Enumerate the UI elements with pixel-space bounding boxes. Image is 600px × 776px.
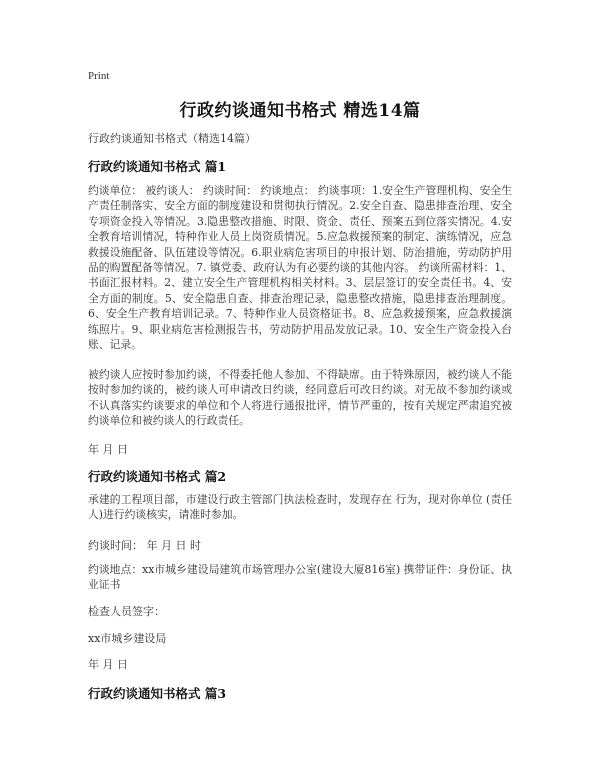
section-2-time-line: 约谈时间： 年 月 日 时 [88, 539, 201, 552]
section-2-org-line: xx市城乡建设局 [88, 632, 167, 645]
section-heading-1: 行政约谈通知书格式 篇1 [88, 159, 227, 174]
section-1-paragraph-2: 被约谈人应按时参加约谈，不得委托他人参加、不得缺席。由于特殊原因，被约谈人不能按时参加约谈的，被约谈人可申请改日约谈，经同意后可改日约谈。对无故不参加约谈或不认真落实约谈要求的单位和个人将进行通报批评，情节严重的，按有关规定严肃追究被约谈单位和被约谈人的行政责任。 [88, 368, 512, 428]
document-title: 行政约谈通知书格式 精选14篇 [179, 101, 421, 121]
section-2-signer-line: 检查人员签字： [88, 605, 165, 618]
section-1-paragraph-1: 约谈单位： 被约谈人： 约谈时间： 约谈地点： 约谈事项：1.安全生产管理机构、安全生产责任制落实、安全方面的制度建设和贯彻执行情况。2.安全自查、隐患排查治理、安全专项资金投入等情况。3.隐患整改措施、时限、资金、责任、预案五到位落实情况。4.安全教育培训情况，特种作业人员上岗资质情况。5.应急救援预案的制定、演练情况，应急救援设施配备、队伍建设等情况。6.职业病危害项目的申报计划、防治措施，劳动防护用品的购置配备等情况。7. 镇党委、政府认为有必要约谈的其他内容。 约谈所需材料：1、书面汇报材料。2、建立安全生产管理机构相关材料。3、层层签订的安全责任书。4、安全方面的制度。5、安全隐患自查、排查治理记录，隐患整改措施，隐患排查治理制度。6、安全生产教育培训记录。7、特种作业人员资格证书。8、应急救援预案，应急救援演练照片。9、职业病危害检测报告书，劳动防护用品发放记录。10、安全生产资金投入台账、记录。 [88, 184, 512, 352]
section-1-date: 年 月 日 [88, 443, 128, 456]
document-subtitle: 行政约谈通知书格式（精选14篇） [88, 132, 256, 145]
section-heading-3: 行政约谈通知书格式 篇3 [88, 686, 227, 701]
section-2-place-line: 约谈地点：xx市城乡建设局建筑市场管理办公室(建设大厦816室) 携带证件：身份证、执业证书 [88, 563, 512, 592]
print-link[interactable]: Print [88, 70, 110, 82]
section-heading-2: 行政约谈通知书格式 篇2 [88, 469, 227, 484]
section-2-paragraph-1: 承建的工程项目部，市建设行政主管部门执法检查时，发现存在 行为，现对你单位 (责任人)进行约谈核实，请准时参加。 [88, 493, 512, 522]
section-2-date: 年 月 日 [88, 658, 128, 671]
